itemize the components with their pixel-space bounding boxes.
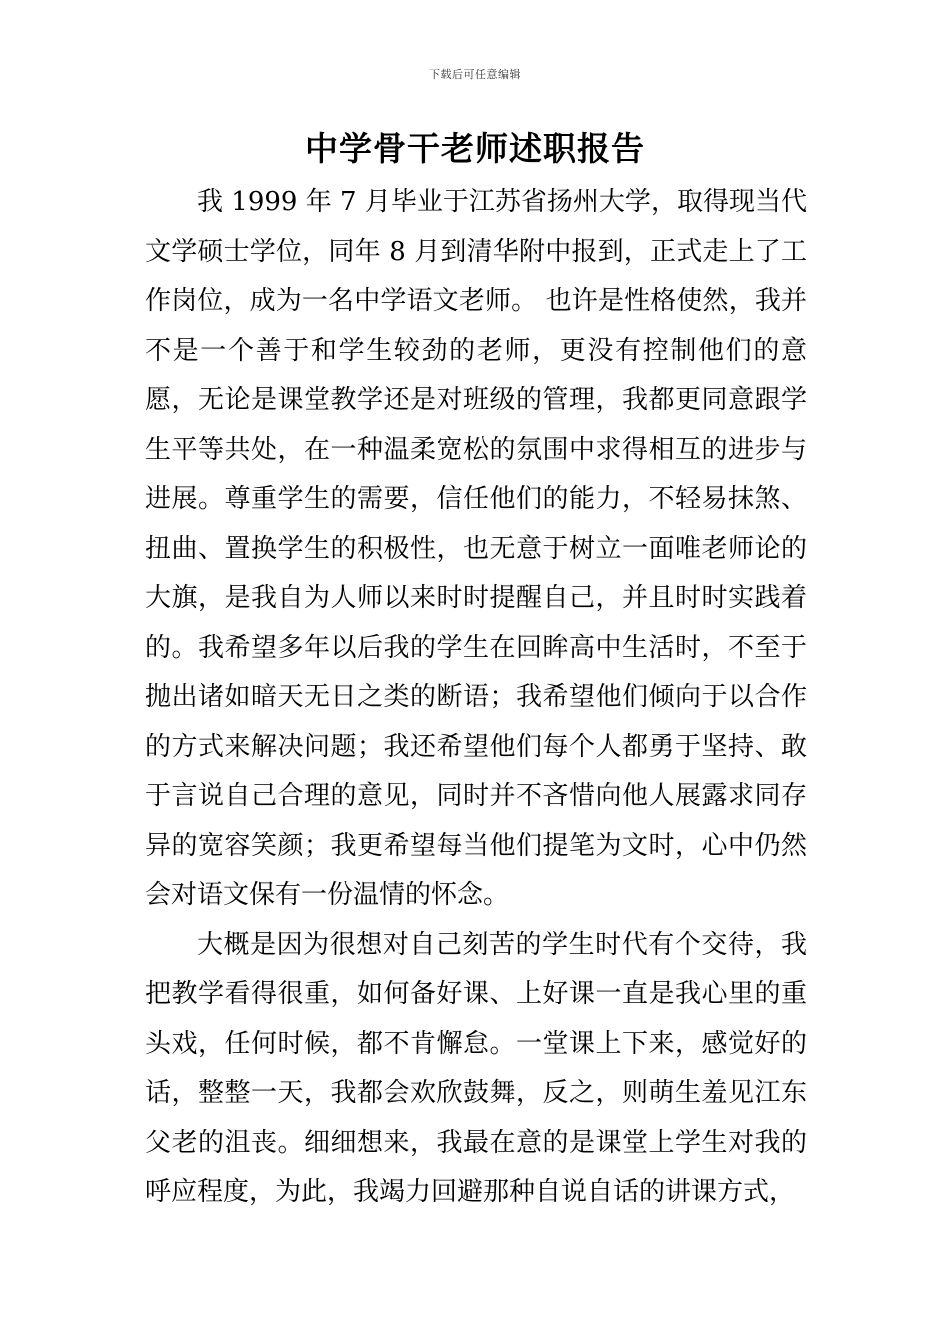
document-body	[145, 178, 807, 1218]
paragraph-1: 我 1999 年 7 月毕业于江苏省扬州大学，取得现当代文学硕士学位，同年 8 月到清华附中报到，正式走上了工作岗位，成为一名中学语文老师。 也许是性格使然，我并不是一个善于和学生较劲的老师，更没有控制他们的意愿，无论是课堂教学还是对班级的管理，我都更同意跟学生平等共处，在一种温柔宽松的氛围中求得相互的进步与进展。尊重学生的需要，信任他们的能力，不轻易抹煞、扭曲、置换学生的积极性，也无意于树立一面唯老师论的大旗，是我自为人师以来时时提醒自己，并且时时实践着的。我希望多年以后我的学生在回眸高中生活时，不至于抛出诸如暗天无日之类的断语；我希望他们倾向于以合作的方式来解决问题；我还希望他们每个人都勇于坚持、敢于言说自己合理的意见，同时并不吝惜向他人展露求同存异的宽容笑颜；我更希望每当他们提笔为文时，心中仍然会对语文保有一份温情的怀念。	[145, 187, 807, 910]
document-title: 中学骨干老师述职报告	[305, 129, 645, 168]
paragraph-2: 大概是因为很想对自己刻苦的学生时代有个交待，我把教学看得很重，如何备好课、上好课一直是我心里的重头戏，任何时候，都不肯懈怠。一堂课上下来，感觉好的话，整整一天，我都会欢欣鼓舞，反之，则萌生羞见江东父老的沮丧。细细想来，我最在意的是课堂上学生对我的呼应程度，为此，我竭力回避那种自说自话的讲课方式，	[145, 929, 807, 1207]
header-note: 下载后可任意编辑	[429, 68, 521, 81]
